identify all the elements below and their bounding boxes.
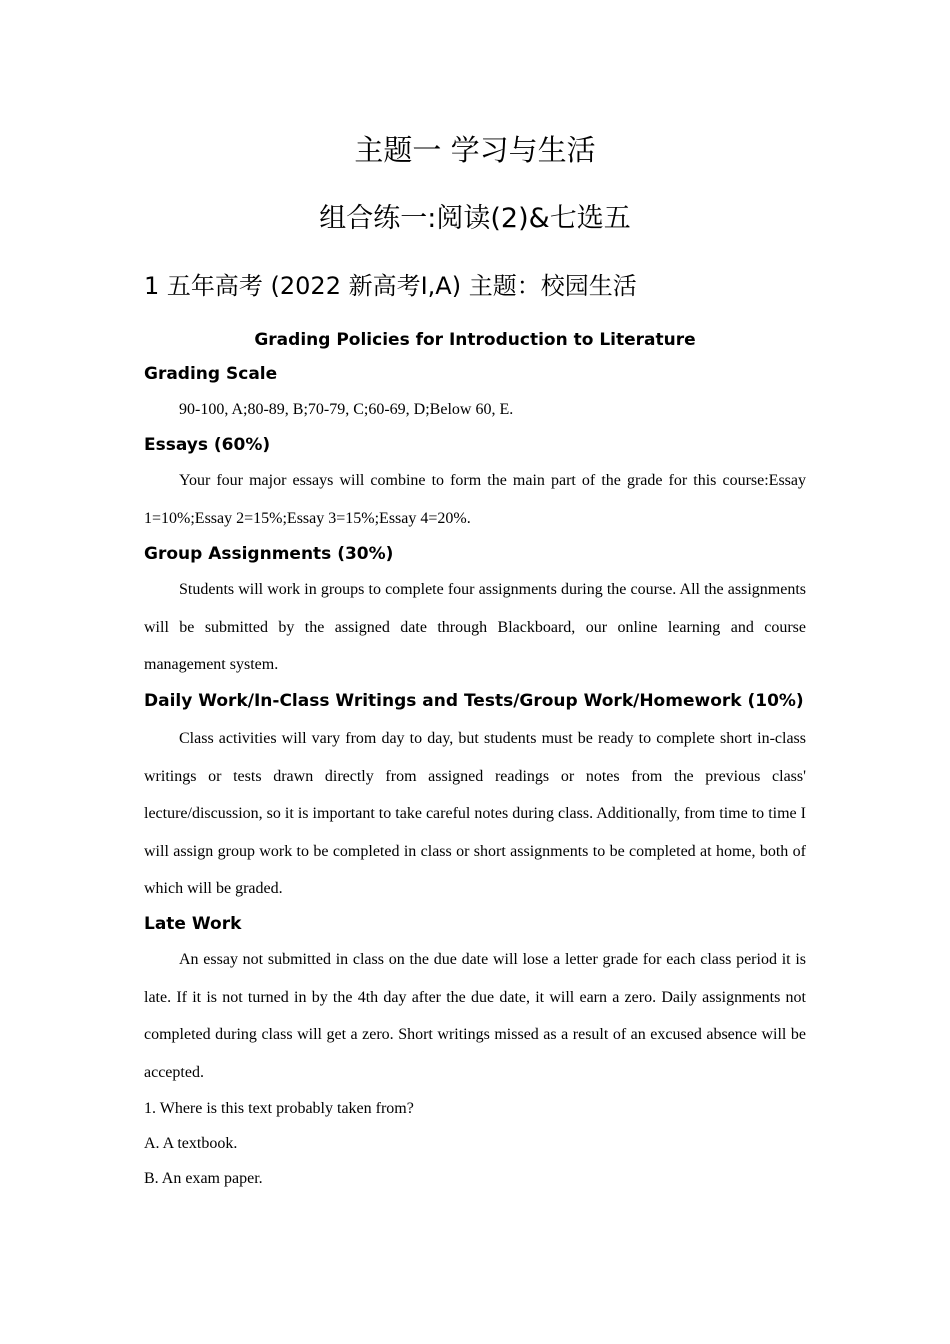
paragraph-group-assignments: Students will work in groups to complete four assignments during the course. All the assignments will be submitted by the assigned date through Blackboard, our online learning and course management system. <box>144 581 806 674</box>
section-heading-late-work: Late Work <box>144 914 242 935</box>
section-heading-grading-scale: Grading Scale <box>144 364 278 384</box>
question-option-a: A. A textbook. <box>144 1135 238 1153</box>
paragraph-grading-scale: 90-100, A;80-89, B;70-79, C;60-69, D;Below 60, E. <box>179 401 514 418</box>
paragraph-daily-work: Class activities will vary from day to day, but students must be ready to complete short in-class writings or tests drawn directly from assigned readings or notes from the previous class' lecture/discussion, so it is important to take careful notes during class. Additionally, from time to time I will assign group work to be completed in class or short assignments to be completed at home, both of which will be graded. <box>144 730 806 898</box>
section-heading-group-assignments: Group Assignments (30%) <box>144 544 394 565</box>
section-heading: 1 五年高考 (2022 新高考Ⅰ,A) 主题：校园生活 <box>144 272 637 300</box>
section-heading-daily-work: Daily Work/In-Class Writings and Tests/Group Work/Homework (10%) <box>144 691 804 712</box>
paragraph-late-work: An essay not submitted in class on the due date will lose a letter grade for each class period it is late. If it is not turned in by the 4th day after the due date, it will earn a zero. Daily assignments not completed during class will get a zero. Short writings missed as a result of an excused absence will be accepted. <box>144 951 806 1081</box>
page-subtitle: 组合练一:阅读(2)&七选五 <box>319 203 631 234</box>
passage-title: Grading Policies for Introduction to Literature <box>254 330 696 350</box>
question-stem: 1. Where is this text probably taken from? <box>144 1100 414 1118</box>
paragraph-essays: Your four major essays will combine to form the main part of the grade for this course:Essay 1=10%;Essay 2=15%;Essay 3=15%;Essay 4=20%. <box>144 472 806 527</box>
section-heading-essays: Essays (60%) <box>144 435 271 456</box>
reading-passage <box>144 323 806 1196</box>
question-option-b: B. An exam paper. <box>144 1170 263 1188</box>
page-title: 主题一 学习与生活 <box>354 133 596 167</box>
